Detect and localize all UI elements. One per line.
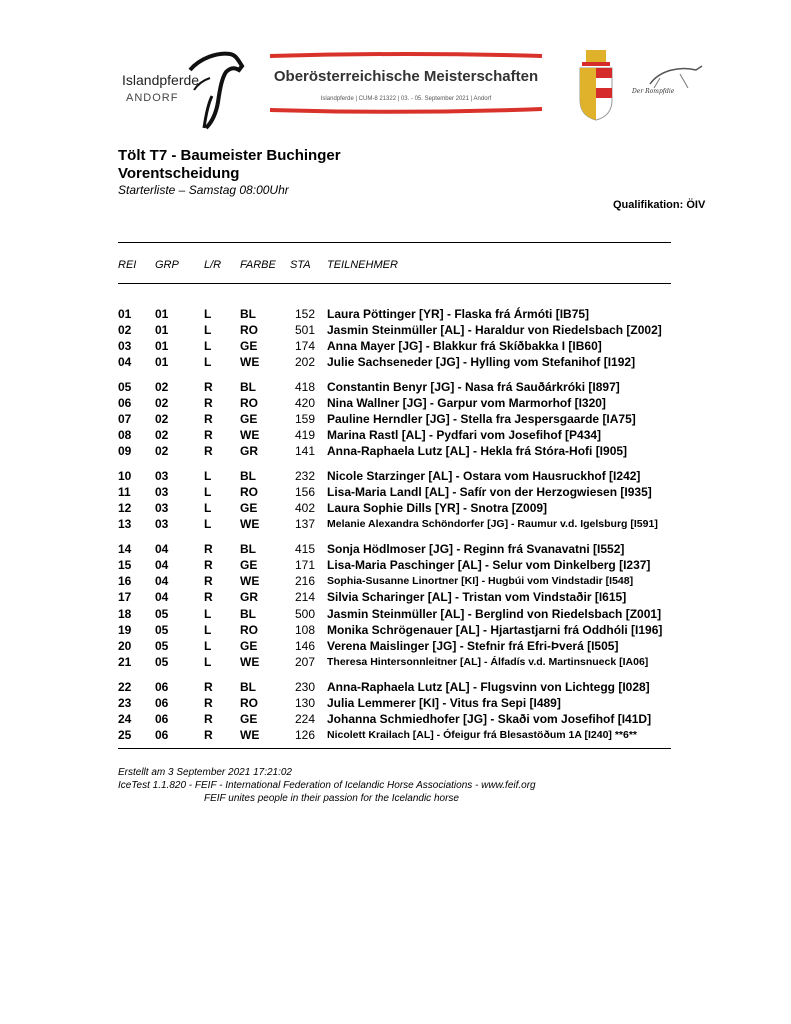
cell-lr: L (204, 485, 212, 499)
cell-grp: 03 (155, 517, 169, 531)
cell-farbe: GE (240, 339, 258, 353)
cell-name: Melanie Alexandra Schöndorfer [JG] - Raumur v.d. Igelsburg [I591] (327, 518, 658, 530)
cell-name: Laura Pöttinger [YR] - Flaska frá Ármóti [IB75] (327, 307, 590, 321)
horse-head-icon (118, 48, 248, 130)
divider-bottom (118, 748, 671, 749)
cell-farbe: RO (240, 396, 258, 410)
cell-name: Marina Rastl [AL] - Pydfari vom Josefihof [P434] (327, 428, 602, 442)
cell-rei: 22 (118, 680, 132, 694)
cell-sta: 126 (294, 728, 315, 742)
cell-name: Sophia-Susanne Linortner [KI] - Hugbúi vom Vindstadir [I548] (327, 575, 634, 587)
cell-lr: L (204, 501, 212, 515)
cell-sta: 420 (294, 396, 315, 410)
cell-sta: 137 (294, 517, 315, 531)
cell-rei: 16 (118, 574, 132, 588)
cell-sta: 159 (294, 412, 315, 426)
banner-subtitle: Islandpferde | CUM-8 21322 | 03. - 05. September 2021 | Andorf (320, 96, 492, 102)
cell-farbe: WE (240, 355, 260, 369)
divider-top (118, 242, 671, 243)
cell-farbe: BL (240, 542, 256, 556)
cell-farbe: GE (240, 639, 258, 653)
starter-list-line: Starterliste – Samstag 08:00Uhr (118, 183, 289, 197)
cell-lr: L (204, 469, 212, 483)
cell-farbe: RO (240, 323, 258, 337)
cell-grp: 04 (155, 542, 169, 556)
cell-name: Pauline Herndler [JG] - Stella fra Jespersgaarde [IA75] (327, 412, 636, 426)
cell-farbe: BL (240, 307, 256, 321)
cell-rei: 02 (118, 323, 132, 337)
cell-lr: R (204, 680, 213, 694)
cell-lr: R (204, 396, 213, 410)
cell-grp: 06 (155, 680, 169, 694)
cell-grp: 04 (155, 574, 169, 588)
cell-lr: R (204, 428, 213, 442)
cell-name: Anna Mayer [JG] - Blakkur frá Skíðbakka I [IB60] (327, 339, 602, 353)
cell-rei: 17 (118, 590, 132, 604)
cell-rei: 03 (118, 339, 132, 353)
cell-lr: L (204, 323, 212, 337)
cell-sta: 419 (294, 428, 315, 442)
cell-name: Nina Wallner [JG] - Garpur vom Marmorhof [I320] (327, 396, 606, 410)
cell-grp: 06 (155, 728, 169, 742)
cell-name: Constantin Benyr [JG] - Nasa frá Sauðárkróki [I897] (327, 380, 620, 394)
cell-lr: R (204, 574, 213, 588)
cell-grp: 04 (155, 558, 169, 572)
cell-sta: 214 (294, 590, 315, 604)
cell-sta: 141 (294, 444, 315, 458)
cell-name: Jasmin Steinmüller [AL] - Berglind von Riedelsbach [Z001] (327, 607, 662, 621)
cell-grp: 02 (155, 428, 169, 442)
cell-sta: 415 (294, 542, 315, 556)
cell-name: Monika Schrögenauer [AL] - Hjartastjarni frá Oddhóli [I196] (327, 623, 663, 637)
cell-grp: 01 (155, 323, 169, 337)
cell-lr: R (204, 728, 213, 742)
footer-icetest: IceTest 1.1.820 - FEIF - International Federation of Icelandic Horse Associations - www.feif.org (118, 780, 536, 791)
cell-farbe: GE (240, 712, 258, 726)
cell-grp: 05 (155, 623, 169, 637)
cell-lr: L (204, 607, 212, 621)
page-title: Tölt T7 - Baumeister Buchinger (118, 147, 341, 164)
cell-rei: 25 (118, 728, 132, 742)
cell-name: Lisa-Maria Paschinger [AL] - Selur vom Dinkelberg [I237] (327, 558, 651, 572)
col-header-lr: L/R (204, 259, 222, 271)
cell-rei: 10 (118, 469, 132, 483)
cell-rei: 06 (118, 396, 132, 410)
cell-lr: L (204, 655, 212, 669)
page-subtitle: Vorentscheidung (118, 165, 240, 182)
logo-line-1: Islandpferde (122, 72, 200, 88)
islandpferde-andorf-logo (118, 48, 248, 130)
cell-rei: 21 (118, 655, 132, 669)
cell-rei: 05 (118, 380, 132, 394)
cell-farbe: BL (240, 380, 256, 394)
cell-grp: 01 (155, 339, 169, 353)
cell-rei: 07 (118, 412, 132, 426)
rompfdie-logo (630, 60, 706, 106)
cell-grp: 03 (155, 501, 169, 515)
cell-sta: 224 (294, 712, 315, 726)
crest-icon (576, 48, 616, 122)
logo-line-2: ANDORF (126, 92, 179, 104)
cell-name: Theresa Hintersonnleitner [AL] - Álfadís v.d. Martinsnueck [IA06] (327, 656, 649, 668)
cell-rei: 18 (118, 607, 132, 621)
col-header-rei: REI (118, 259, 137, 271)
cell-sta: 130 (294, 696, 315, 710)
cell-name: Julie Sachseneder [JG] - Hylling vom Stefanihof [I192] (327, 355, 636, 369)
cell-farbe: WE (240, 574, 260, 588)
cell-lr: L (204, 339, 212, 353)
cell-sta: 171 (294, 558, 315, 572)
cell-sta: 216 (294, 574, 315, 588)
cell-name: Verena Maislinger [JG] - Stefnir frá Efri-Þverá [I505] (327, 639, 619, 653)
cell-rei: 15 (118, 558, 132, 572)
cell-name: Sonja Hödlmoser [JG] - Reginn frá Svanavatni [I552] (327, 542, 625, 556)
cell-lr: L (204, 623, 212, 637)
cell-farbe: BL (240, 469, 256, 483)
cell-rei: 13 (118, 517, 132, 531)
cell-grp: 06 (155, 712, 169, 726)
cell-name: Jasmin Steinmüller [AL] - Haraldur von Riedelsbach [Z002] (327, 323, 662, 337)
cell-rei: 20 (118, 639, 132, 653)
cell-lr: L (204, 639, 212, 653)
cell-farbe: RO (240, 485, 258, 499)
cell-farbe: WE (240, 728, 260, 742)
cell-lr: R (204, 412, 213, 426)
cell-farbe: WE (240, 655, 260, 669)
cell-sta: 418 (294, 380, 315, 394)
qualification: Qualifikation: ÖIV (613, 199, 706, 211)
cell-farbe: GE (240, 412, 258, 426)
cell-farbe: WE (240, 428, 260, 442)
cell-farbe: GR (240, 444, 258, 458)
cell-grp: 01 (155, 355, 169, 369)
cell-sta: 501 (294, 323, 315, 337)
cell-name: Anna-Raphaela Lutz [AL] - Hekla frá Stóra-Hofi [I905] (327, 444, 628, 458)
cell-farbe: RO (240, 623, 258, 637)
cell-sta: 108 (294, 623, 315, 637)
cell-lr: R (204, 590, 213, 604)
cell-lr: L (204, 307, 212, 321)
cell-farbe: GR (240, 590, 258, 604)
cell-rei: 04 (118, 355, 132, 369)
cell-name: Johanna Schmiedhofer [JG] - Skaði vom Josefihof [I41D] (327, 712, 652, 726)
cell-grp: 03 (155, 469, 169, 483)
cell-lr: R (204, 444, 213, 458)
cell-lr: L (204, 355, 212, 369)
cell-grp: 01 (155, 307, 169, 321)
cell-sta: 152 (294, 307, 315, 321)
cell-grp: 04 (155, 590, 169, 604)
cell-farbe: WE (240, 517, 260, 531)
cell-grp: 05 (155, 639, 169, 653)
rompfdie-text: Der Rompfdie (632, 88, 675, 95)
cell-lr: R (204, 542, 213, 556)
cell-grp: 02 (155, 380, 169, 394)
col-header-grp: GRP (155, 259, 179, 271)
cell-rei: 19 (118, 623, 132, 637)
cell-name: Lisa-Maria Landl [AL] - Safír von der Herzogwiesen [I935] (327, 485, 652, 499)
cell-sta: 207 (294, 655, 315, 669)
cell-farbe: GE (240, 558, 258, 572)
cell-sta: 156 (294, 485, 315, 499)
cell-sta: 402 (294, 501, 315, 515)
cell-lr: R (204, 696, 213, 710)
cell-rei: 14 (118, 542, 132, 556)
cell-lr: R (204, 558, 213, 572)
cell-rei: 09 (118, 444, 132, 458)
cell-rei: 11 (118, 485, 131, 499)
cell-grp: 02 (155, 412, 169, 426)
banner-title: Oberösterreichische Meisterschaften (273, 68, 539, 85)
cell-rei: 08 (118, 428, 132, 442)
cell-sta: 146 (294, 639, 315, 653)
cell-sta: 232 (294, 469, 315, 483)
running-horse-icon (630, 60, 706, 90)
cell-sta: 174 (294, 339, 315, 353)
cell-name: Nicole Starzinger [AL] - Ostara vom Hausruckhof [I242] (327, 469, 641, 483)
cell-grp: 02 (155, 444, 169, 458)
col-header-teilnehmer: TEILNEHMER (327, 259, 398, 271)
cell-name: Silvia Scharinger [AL] - Tristan vom Vindstaðir [I615] (327, 590, 627, 604)
cell-farbe: GE (240, 501, 258, 515)
cell-grp: 05 (155, 607, 169, 621)
cell-grp: 03 (155, 485, 169, 499)
cell-lr: R (204, 712, 213, 726)
cell-rei: 12 (118, 501, 132, 515)
col-header-farbe: FARBE (240, 259, 276, 271)
cell-lr: L (204, 517, 212, 531)
col-header-sta: STA (290, 259, 311, 271)
cell-grp: 06 (155, 696, 169, 710)
cell-name: Nicolett Krailach [AL] - Ófeigur frá Blesastöðum 1A [I240] **6** (327, 729, 638, 741)
cell-grp: 05 (155, 655, 169, 669)
cell-name: Laura Sophie Dills [YR] - Snotra [Z009] (327, 501, 548, 515)
cell-farbe: RO (240, 696, 258, 710)
cell-lr: R (204, 380, 213, 394)
cell-rei: 24 (118, 712, 132, 726)
cell-name: Julia Lemmerer [KI] - Vitus fra Sepi [I489] (327, 696, 561, 710)
cell-rei: 23 (118, 696, 132, 710)
cell-sta: 500 (294, 607, 315, 621)
cell-name: Anna-Raphaela Lutz [AL] - Flugsvinn von Lichtegg [I028] (327, 680, 650, 694)
brush-stroke-bottom (268, 106, 544, 114)
cell-farbe: BL (240, 680, 256, 694)
brush-stroke-top (268, 52, 544, 60)
cell-grp: 02 (155, 396, 169, 410)
cell-farbe: BL (240, 607, 256, 621)
cell-sta: 230 (294, 680, 315, 694)
footer-slogan: FEIF unites people in their passion for the Icelandic horse (204, 793, 459, 804)
cell-rei: 01 (118, 307, 132, 321)
upper-austria-crest (576, 48, 616, 122)
divider-header (118, 283, 671, 284)
event-banner (268, 52, 544, 112)
footer-created: Erstellt am 3 September 2021 17:21:02 (118, 767, 292, 778)
cell-sta: 202 (294, 355, 315, 369)
